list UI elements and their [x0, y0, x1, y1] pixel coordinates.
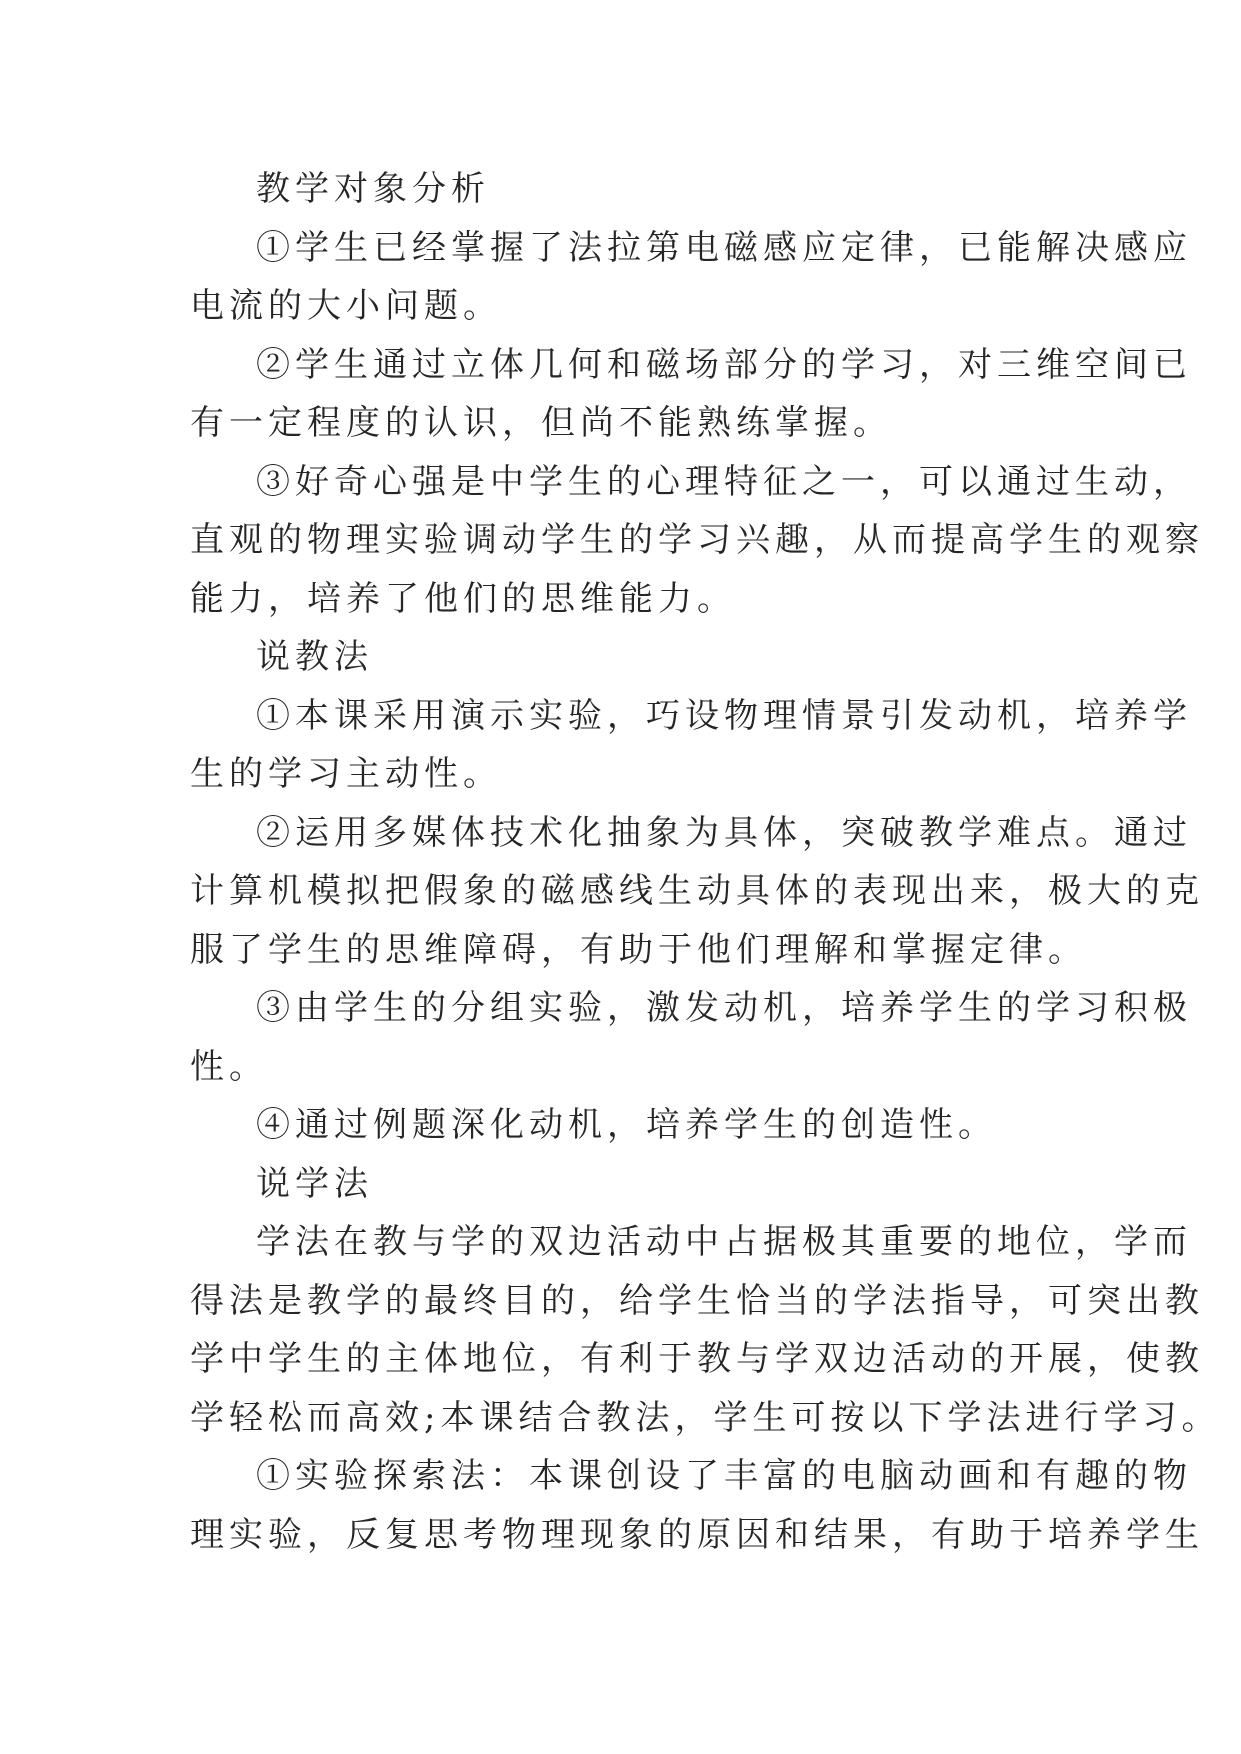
paragraph-line: 学中学生的主体地位，有利于教与学双边活动的开展，使教: [190, 1339, 1204, 1379]
heading-teaching-method: 说教法: [256, 637, 373, 677]
paragraph-line: ①实验探索法：本课创设了丰富的电脑动画和有趣的物: [256, 1456, 1192, 1496]
paragraph-line: 服了学生的思维障碍，有助于他们理解和掌握定律。: [190, 929, 1087, 970]
paragraph-line: 学法在教与学的双边活动中占据极其重要的地位，学而: [256, 1222, 1192, 1262]
paragraph-line: 性。: [190, 1046, 268, 1087]
heading-learning-method: 说学法: [256, 1163, 373, 1204]
document-body: [190, 160, 1221, 1564]
paragraph-line: 生的学习主动性。: [190, 754, 502, 794]
heading-teaching-object-analysis: 教学对象分析: [256, 169, 490, 209]
paragraph-line: 电流的大小问题。: [190, 286, 502, 326]
paragraph-line: ①学生已经掌握了法拉第电磁感应定律，已能解决感应: [256, 227, 1192, 268]
paragraph-line: 直观的物理实验调动学生的学习兴趣，从而提高学生的观察: [190, 520, 1204, 560]
paragraph-line: 有一定程度的认识，但尚不能熟练掌握。: [190, 403, 892, 443]
paragraph-line: 理实验，反复思考物理现象的原因和结果，有助于培养学生: [190, 1514, 1204, 1555]
paragraph-line: 得法是教学的最终目的，给学生恰当的学法指导，可突出教: [190, 1280, 1204, 1321]
paragraph-line: 能力，培养了他们的思维能力。: [190, 578, 736, 619]
paragraph-line: ④通过例题深化动机，培养学生的创造性。: [256, 1105, 997, 1145]
paragraph-line: ②学生通过立体几何和磁场部分的学习，对三维空间已: [256, 344, 1192, 385]
paragraph-line: ②运用多媒体技术化抽象为具体，突破教学难点。通过: [256, 812, 1192, 853]
paragraph-line: 计算机模拟把假象的磁感线生动具体的表现出来，极大的克: [190, 871, 1204, 911]
paragraph-line: ①本课采用演示实验，巧设物理情景引发动机，培养学: [256, 695, 1192, 736]
paragraph-line: ③由学生的分组实验，激发动机，培养学生的学习积极: [256, 988, 1192, 1028]
paragraph-line: ③好奇心强是中学生的心理特征之一，可以通过生动，: [256, 461, 1192, 502]
paragraph-line: 学轻松而高效;本课结合教法，学生可按以下学法进行学习。: [190, 1397, 1221, 1438]
